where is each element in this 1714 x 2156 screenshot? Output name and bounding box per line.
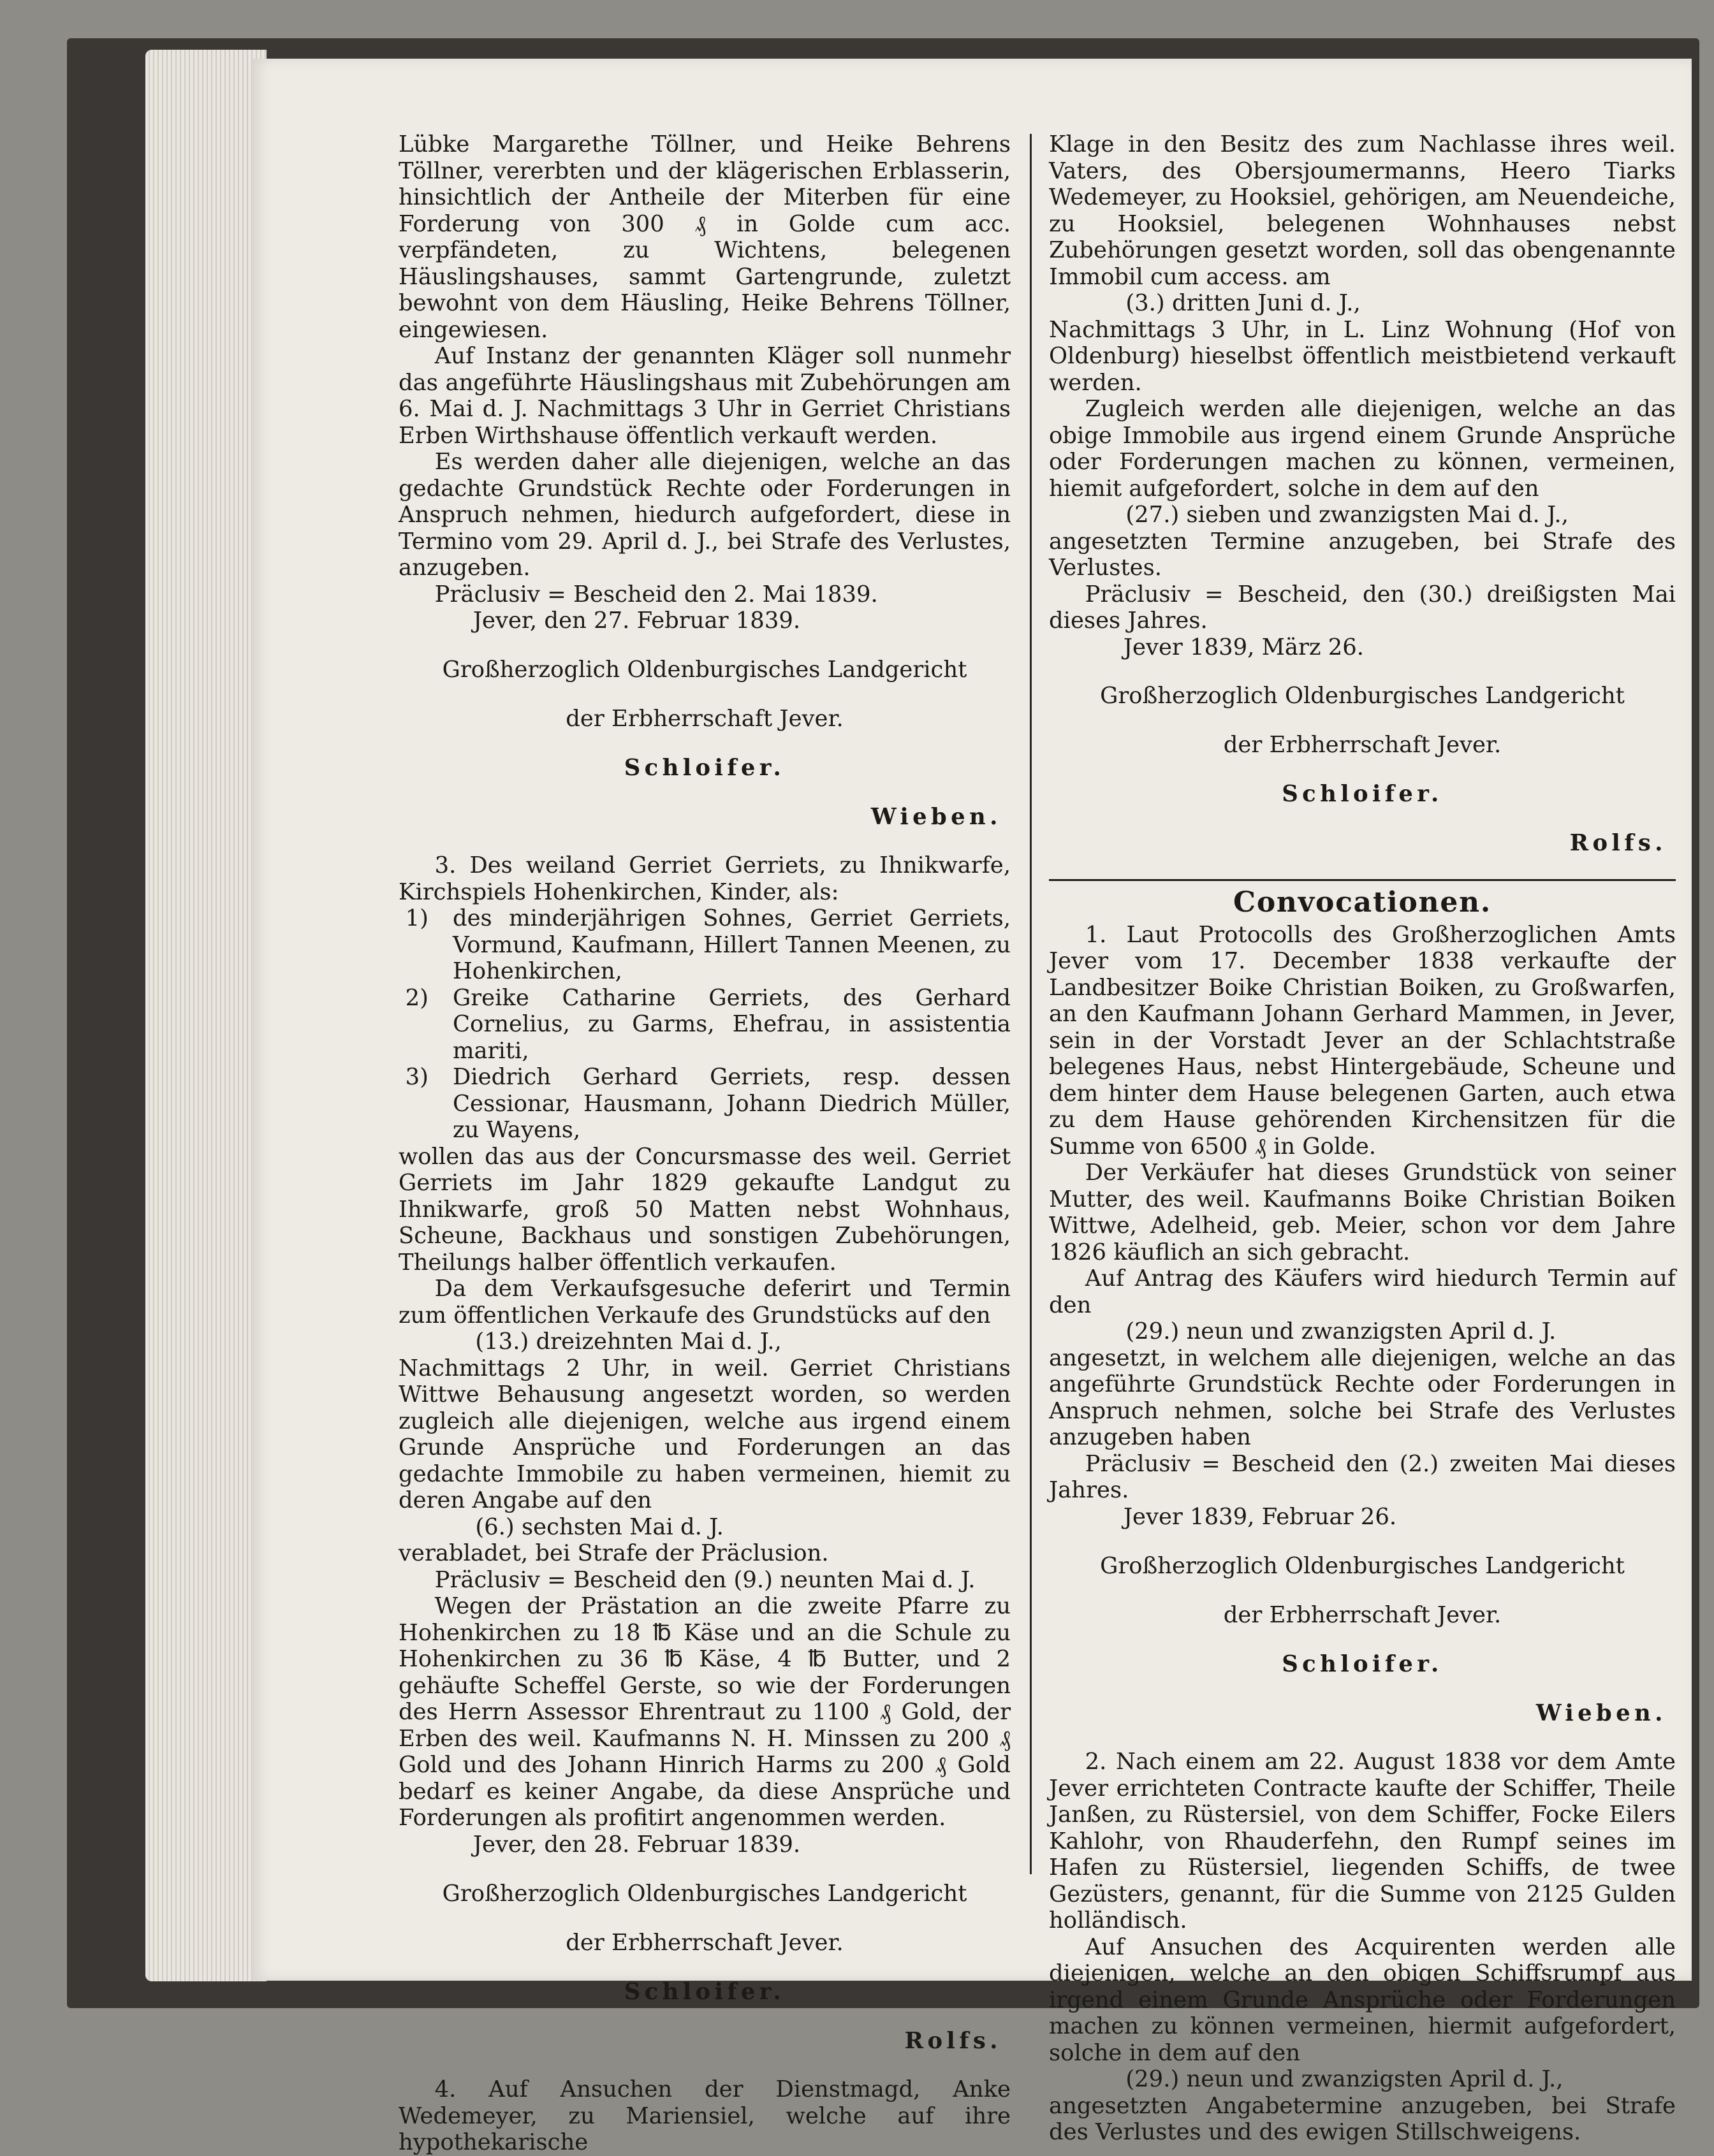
- signature: Schloifer.: [1282, 781, 1443, 808]
- paragraph: 3. Des weiland Gerriet Gerriets, zu Ihnikwarfe, Kirchspiels Hohenkirchen, Kinder, als:: [399, 852, 1011, 905]
- signature: Wieben.: [1535, 1700, 1667, 1726]
- court-name: Großherzoglich Oldenburgisches Landgericht: [1100, 683, 1625, 710]
- paragraph: 2. Nach einem am 22. August 1838 vor dem Amte Jever errichteten Contracte kaufte der Schiffer, Theile Janßen, zu Rüstersiel, von dem Schiffer, Focke Eilers Kahlohr, von Rhauderfehn, den Rumpf seines im Hafen zu Rüstersiel, liegenden Schiffs, de twee Gezüsters, genannt, für die Summe von 2125 Gulden holländisch.: [1049, 1749, 1676, 1934]
- court-name: Großherzoglich Oldenburgisches Landgericht: [442, 656, 967, 683]
- termin-line: (29.) neun und zwanzigsten April d. J.,: [1125, 2066, 1564, 2093]
- paragraph: Wegen der Prästation an die zweite Pfarre zu Hohenkirchen zu 18 ℔ Käse und an die Schule zu Hohenkirchen zu 36 ℔ Käse, 4 ℔ Butter, und 2 gehäufte Scheffel Gerste, so wie der Forderungen des Herrn Assessor Ehrentraut zu 1100 ₰ Gold, der Erben des weil. Kaufmanns N. H. Minssen zu 200 ₰ Gold und des Johann Hinrich Harms zu 200 ₰ Gold bedarf es keiner Angabe, da diese Ansprüche und Forderungen als profitirt angenommen werden.: [399, 1593, 1011, 1832]
- paragraph: 4. Auf Ansuchen der Dienstmagd, Anke Wedemeyer, zu Mariensiel, welche auf ihre hypothekarische: [399, 2076, 1011, 2156]
- termin-line: (6.) sechsten Mai d. J.: [475, 1513, 724, 1540]
- termin-line: (27.) sieben und zwanzigsten Mai d. J.,: [1125, 502, 1569, 528]
- termin-line: (13.) dreizehnten Mai d. J.,: [475, 1329, 782, 1355]
- paragraph: angesetzten Angabetermine anzugeben, bei Strafe des Verlustes und des ewigen Stillschweigens.: [1049, 2092, 1676, 2146]
- right-column: [1049, 131, 1676, 2146]
- section-heading: Convocationen.: [1233, 885, 1491, 919]
- paragraph: Zugleich werden alle diejenigen, welche an das obige Immobile aus irgend einem Grunde Ansprüche oder Forderungen machen zu können, vermeinen, hiemit aufgefordert, solche in dem auf den: [1049, 396, 1676, 502]
- paragraph: Lübke Margarethe Töllner, und Heike Behrens Töllner, vererbten und der klägerischen Erblasserin, hinsichtlich der Antheile der Miterben für eine Forderung von 300 ₰ in Golde cum acc. verpfändeten, zu Wichtens, belegenen Häuslingshauses, sammt Gartengrunde, zuletzt bewohnt von dem Häusling, Heike Behrens Töllner, eingewiesen.: [399, 131, 1011, 343]
- court-name: Großherzoglich Oldenburgisches Landgericht: [442, 1880, 967, 1907]
- paragraph: Klage in den Besitz des zum Nachlasse ihres weil. Vaters, des Obersjoumermanns, Heero Tiarks Wedemeyer, zu Hooksiel, gehörigen, am Neuendeiche, zu Hooksiel, belegenen Wohnhauses nebst Zubehörungen gesetzt worden, soll das obengenannte Immobil cum access. am: [1049, 131, 1676, 290]
- list-text: Diedrich Gerhard Gerriets, resp. dessen Cessionar, Hausmann, Johann Diedrich Müller, zu Wayens,: [452, 1064, 1011, 1144]
- document-page: [252, 59, 1692, 2156]
- paragraph: Da dem Verkaufsgesuche deferirt und Termin zum öffentlichen Verkaufe des Grundstücks auf den: [399, 1276, 1011, 1329]
- court-name-sub: der Erbherrschaft Jever.: [1223, 1601, 1502, 1628]
- date-line: Jever, den 27. Februar 1839.: [472, 608, 801, 634]
- paragraph: angesetzt, in welchem alle diejenigen, welche an das angeführte Grundstück Rechte oder Forderungen in Anspruch nehmen, solche bei Strafe des Verlustes anzugeben haben: [1049, 1344, 1676, 1451]
- paragraph: Auf Antrag des Käufers wird hiedurch Termin auf den: [1049, 1265, 1676, 1318]
- paragraph: Auf Instanz der genannten Kläger soll nunmehr das angeführte Häuslingshaus mit Zubehörungen am 6. Mai d. J. Nachmittags 3 Uhr in Gerriet Christians Erben Wirthshause öffentlich verkauft werden.: [399, 343, 1011, 449]
- date-line: Jever, den 28. Februar 1839.: [472, 1831, 801, 1858]
- list-item: [399, 905, 1011, 985]
- paragraph: angesetzten Termine anzugeben, bei Strafe des Verlustes.: [1049, 528, 1676, 581]
- court-name-sub: der Erbherrschaft Jever.: [566, 1929, 844, 1956]
- signature: Schloifer.: [624, 754, 786, 781]
- list-number: 1): [405, 905, 428, 932]
- paragraph: Es werden daher alle diejenigen, welche an das gedachte Grundstück Rechte oder Forderungen in Anspruch nehmen, hiedurch aufgefordert, diese in Termino vom 29. April d. J., bei Strafe des Verlustes, anzugeben.: [399, 449, 1011, 581]
- court-name-sub: der Erbherrschaft Jever.: [566, 705, 844, 732]
- paragraph: wollen das aus der Concursmasse des weil. Gerriet Gerriets im Jahr 1829 gekaufte Landgut zu Ihnikwarfe, groß 50 Matten nebst Wohnhaus, Scheune, Backhaus und sonstigen Zubehörungen, Theilungs halber öffentlich verkaufen.: [399, 1143, 1011, 1276]
- preclusion-line: Präclusiv = Bescheid den 2. Mai 1839.: [434, 581, 878, 608]
- termin-line: (29.) neun und zwanzigsten April d. J.: [1125, 1318, 1557, 1345]
- date-line: Jever 1839, März 26.: [1123, 634, 1365, 660]
- left-column: [399, 131, 1011, 2156]
- paragraph: verabladet, bei Strafe der Präclusion.: [399, 1540, 829, 1567]
- paragraph: Auf Ansuchen des Acquirenten werden alle diejenigen, welche an den obigen Schiffsrumpf aus irgend einem Grunde Ansprüche oder Forderungen machen zu können vermeinen, hiermit aufgefordert, solche in dem auf den: [1049, 1934, 1676, 2066]
- paragraph: Der Verkäufer hat dieses Grundstück von seiner Mutter, des weil. Kaufmanns Boike Christian Boiken Wittwe, Adelheid, geb. Meier, schon vor dem Jahre 1826 käuflich an sich gebracht.: [1049, 1160, 1676, 1265]
- list-number: 2): [405, 984, 428, 1011]
- section-rule: [1049, 879, 1676, 881]
- signature: Wieben.: [870, 803, 1002, 830]
- preclusion-line: Präclusiv = Bescheid den (2.) zweiten Mai dieses Jahres.: [1049, 1450, 1676, 1504]
- list-item: [399, 1064, 1011, 1144]
- page-stack-edge: [145, 50, 267, 1981]
- preclusion-line: Präclusiv = Bescheid den (9.) neunten Mai d. J.: [434, 1566, 976, 1593]
- paragraph: 1. Laut Protocolls des Großherzoglichen Amts Jever vom 17. December 1838 verkaufte der Landbesitzer Boike Christian Boiken, zu Großwarfen, an den Kaufmann Johann Gerhard Mammen, in Jever, sein in der Vorstadt Jever an der Schlachtstraße belegenes Haus, nebst Hintergebäude, Scheune und dem hinter dem Hause belegenen Garten, auch etwa zu dem Hause gehörenden Kirchensitzen für die Summe von 6500 ₰ in Golde.: [1049, 921, 1676, 1160]
- list-item: [399, 985, 1011, 1065]
- termin-line: (3.) dritten Juni d. J.,: [1125, 290, 1361, 316]
- signature: Schloifer.: [1282, 1650, 1443, 1677]
- preclusion-line: Präclusiv = Bescheid, den (30.) dreißigsten Mai dieses Jahres.: [1049, 581, 1676, 634]
- court-name: Großherzoglich Oldenburgisches Landgericht: [1100, 1552, 1625, 1579]
- date-line: Jever 1839, Februar 26.: [1123, 1503, 1397, 1530]
- list-text: des minderjährigen Sohnes, Gerriet Gerriets, Vormund, Kaufmann, Hillert Tannen Meenen, zu Hohenkirchen,: [452, 905, 1011, 985]
- paragraph: Nachmittags 3 Uhr, in L. Linz Wohnung (Hof von Oldenburg) hieselbst öffentlich meistbietend verkauft werden.: [1049, 316, 1676, 396]
- court-name-sub: der Erbherrschaft Jever.: [1223, 732, 1502, 759]
- list-number: 3): [405, 1064, 428, 1091]
- paragraph: Nachmittags 2 Uhr, in weil. Gerriet Christians Wittwe Behausung angesetzt worden, so werden zugleich alle diejenigen, welche aus irgend einem Grunde Ansprüche und Forderungen an das gedachte Immobile zu haben vermeinen, hiemit zu deren Angabe auf den: [399, 1355, 1011, 1514]
- column-divider: [1030, 134, 1032, 1874]
- signature: Rolfs.: [1569, 830, 1667, 857]
- list-text: Greike Catharine Gerriets, des Gerhard Cornelius, zu Garms, Ehefrau, in assistentia mariti,: [452, 984, 1011, 1064]
- signature: Rolfs.: [904, 2027, 1002, 2054]
- signature: Schloifer.: [624, 1978, 786, 2005]
